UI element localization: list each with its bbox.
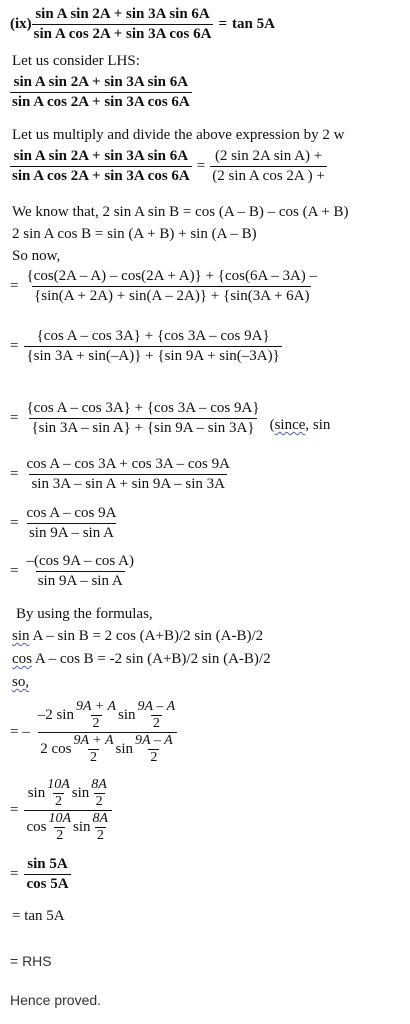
lhs-numerator: sin A sin 2A + sin 3A sin 6A [13,74,189,90]
problem-label: (ix) [10,16,32,32]
problem-fraction [32,6,214,43]
problem-denominator: sin A cos 2A + sin 3A cos 6A [33,26,212,42]
step-apply-formulas: = – –2 sin $\frac{9A + A}{2}$ sin $\frac{9A - A}{2}$ 2 cos $\frac{9A + A}{2}$ sin $\frac{9A - A}{2}$ [10,699,176,765]
step-multiply: $\frac{\text{sin A sin 2A + sin 3A sin 6A}}{\text{sin A cos 2A + sin 3A cos 6A}}$ = $\frac{\text{(2 sin 2A sin A) +}}{\text{(2 sin A cos 2A ) +}}$ [12,148,325,184]
problem-statement: (ix) $\frac{\text{sin A sin 2A + sin 3A sin 6A}}{\text{sin A cos 2A + sin 3A cos 6A}}$ = tan 5A [10,6,275,42]
text-hence-proved: Hence proved. [10,992,102,1008]
step-ratio: = $\frac{\sin 5A}{\cos 5A}$ [10,856,69,892]
text-identity-2: 2 sin A cos B = sin (A + B) + sin (A – B) [12,226,257,242]
step5-numerator: {cos A – cos 3A} + {cos 3A – cos 9A} [26,400,260,416]
since-note: (since, sin [269,417,331,433]
lhs-denominator: sin A cos 2A + sin 3A cos 6A [12,94,190,110]
step4-denominator: {sin 3A + sin(–A)} + {sin 9A + sin(–3A)} [26,348,280,364]
problem-numerator: sin A sin 2A + sin 3A sin 6A [35,6,210,22]
step2-denominator: (2 sin A cos 2A ) + [212,168,325,184]
step-half-angles: = sin $\frac{10A}{2}$ sin $\frac{8A}{2}$ cos $\frac{10A}{2}$ sin $\frac{8A}{2}$ [10,778,112,843]
step1-numerator: sin A sin 2A + sin 3A sin 6A [13,148,189,164]
step3-numerator: {cos(2A – A) – cos(2A + A)} + {cos(6A – 3A) – [26,268,318,284]
lhs-expression [10,74,192,111]
formula-cos-difference: cos A – cos B = -2 sin (A+B)/2 sin (A-B)/2 [12,651,271,667]
step6-numerator: cos A – cos 3A + cos 3A – cos 9A [26,456,230,472]
step3-denominator: {sin(A + 2A) + sin(A – 2A)} + {sin(3A + 6A) [34,288,310,304]
text-identity-1: We know that, 2 sin A sin B = cos (A – B) – cos (A + B) [12,204,349,220]
step1-denominator: sin A cos 2A + sin 3A cos 6A [12,168,190,184]
step7-numerator: cos A – cos 9A [26,505,117,521]
step-cancel: = $\frac{\text{cos A – cos 9A}}{\text{sin 9A – sin A}}$ [10,505,117,541]
step-simplify-1: = $\frac{\text{\{cos A – cos 3A\} + \{cos 3A – cos 9A\}}}{\{\sin 3A + \sin(-A)\} + \{\sin 9A + \sin(-3A)\}}$ [10,328,280,364]
step-negate: = $\frac{\text{–(cos 9A – cos A)}}{\text{sin 9A – sin A}}$ [10,553,134,589]
step11-denominator: cos 5A [26,876,69,892]
text-consider-lhs: Let us consider LHS: [12,53,140,69]
step-simplify-2: = $\frac{\text{\{cos A – cos 3A\} + \{cos 3A – cos 9A\}}}{\text{\{sin 3A – sin A\} + \{sin 9A – sin 3A\}}}$ (since, sin [10,400,331,436]
step8-denominator: sin 9A – sin A [37,573,123,589]
step5-denominator: {sin 3A – sin A} + {sin 9A – sin 3A} [31,420,255,436]
text-so: so, [12,674,30,690]
step11-numerator: sin 5A [27,856,68,872]
step-combine: = $\frac{\text{cos A – cos 3A + cos 3A – cos 9A}}{\text{sin 3A – sin A + sin 9A – sin 3A}}$ [10,456,230,492]
text-tan-result: = tan 5A [12,908,65,924]
step-expand: = $\frac{\{\cos(2A - A) - \cos(2A + A)\} + \{\cos(6A - 3A) -}{\{\sin(A + 2A) + \sin(A - 2A)\} + \{\sin(3A + 6A)}$ [10,268,318,304]
step4-numerator: {cos A – cos 3A} + {cos 3A – cos 9A} [36,328,270,344]
problem-rhs: tan 5A [232,16,275,32]
step2-numerator: (2 sin 2A sin A) + [214,148,323,164]
text-by-using: By using the formulas, [16,606,153,622]
text-rhs: = RHS [10,953,52,969]
step8-numerator: –(cos 9A – cos A) [26,553,134,569]
formula-sin-difference: sin A – sin B = 2 cos (A+B)/2 sin (A-B)/2 [12,628,264,644]
text-multiply: Let us multiply and divide the above expression by 2 w [12,127,345,143]
text-so-now: So now, [12,248,61,264]
step7-denominator: sin 9A – sin A [28,525,114,541]
step6-denominator: sin 3A – sin A + sin 9A – sin 3A [31,476,225,492]
